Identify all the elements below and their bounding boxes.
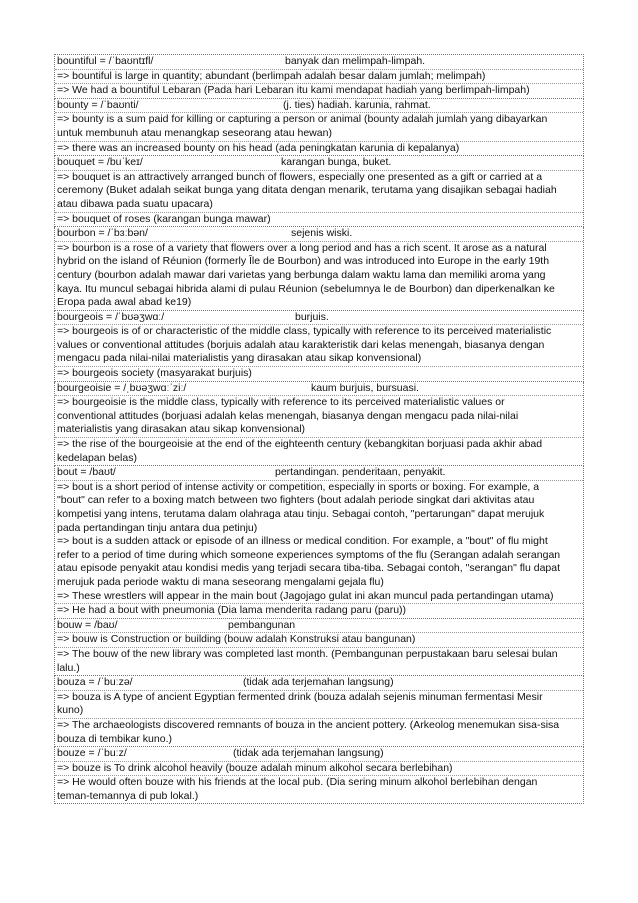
definition-line: atau episode penyakit atau kondisi medis yang terjadi secara tiba-tiba. Sebagai contoh, "serangan" flu dapat <box>57 562 561 575</box>
headword: bounty = /ˈbaʊnti/ <box>57 98 139 111</box>
translation: (tidak ada terjemahan langsung) <box>233 747 384 760</box>
headword: bout = /baʊt/ <box>57 466 116 479</box>
entry-header <box>55 676 583 691</box>
headword: bouza = /ˈbuːzə/ <box>57 676 133 689</box>
entry-header <box>55 311 583 326</box>
definition-line: => bouw is Construction or building (bouw adalah Konstruksi atau bangunan) <box>57 633 416 646</box>
entry-header <box>55 619 583 634</box>
entry-header <box>55 156 583 171</box>
definition-line: hybrid on the island of Réunion (formerly Île de Bourbon) and was introduced into Europe in the early 19th <box>57 255 550 268</box>
definition-line: Eropa pada awal abad ke19) <box>57 296 192 309</box>
definition-block <box>55 142 583 156</box>
definition-block <box>55 691 583 719</box>
translation: pembangunan <box>228 618 296 631</box>
definition-line: merujuk pada periode waktu di mana seseorang mengalami gejala flu) <box>57 575 384 588</box>
translation: sejenis wiski. <box>291 227 353 240</box>
entry-header <box>55 466 583 481</box>
definition-block <box>55 242 583 310</box>
definition-block <box>55 84 583 98</box>
definition-block <box>55 171 583 213</box>
definition-line: => bourgeois is of or characteristic of the middle class, typically with reference to its perceived materialistic <box>57 325 552 338</box>
dictionary-entry <box>54 99 584 156</box>
translation: pertandingan. penderitaan, penyakit. <box>275 466 446 479</box>
entry-header <box>55 99 583 114</box>
definition-line: => bout is a sudden attack or episode of an illness or medical condition. For example, a "bout" of flu might <box>57 535 548 548</box>
definition-line: lalu.) <box>57 661 80 674</box>
entry-header <box>55 227 583 242</box>
translation: banyak dan melimpah-limpah. <box>285 55 426 67</box>
definition-block <box>55 113 583 141</box>
definition-line: => bounty is a sum paid for killing or capturing a person or animal (bounty adalah jumlah yang dibayarkan <box>57 113 548 126</box>
definition-line: conventional attitudes (borjuasi adalah kelas menengah, biasanya dengan mengacu pada nilai-nilai <box>57 409 519 422</box>
translation: burjuis. <box>295 310 329 323</box>
definition-line: kompetisi yang intens, terutama dalam olahraga atau tinju. Sebagai contoh, "pertarungan" dapat merujuk <box>57 508 545 520</box>
definition-line: => bourbon is a rose of a variety that flowers over a long period and has a rich scent. It arose as a natural <box>57 241 547 254</box>
definition-line: => bountiful is large in quantity; abundant (berlimpah adalah besar dalam jumlah; melimpah) <box>57 69 486 82</box>
entry-header <box>55 55 583 70</box>
definition-line: => The bouw of the new library was completed last month. (Pembangunan perpustakaan baru selesai bulan <box>57 647 558 660</box>
definition-line: => the rise of the bourgeoisie at the end of the eighteenth century (kebangkitan borjuasi pada akhir abad <box>57 438 543 451</box>
definition-line: => bourgeoisie is the middle class, typically with reference to its perceived materialistic values or <box>57 396 505 409</box>
definition-block <box>55 70 583 85</box>
definition-line: teman-temannya di pub lokal.) <box>57 789 199 802</box>
definition-block <box>55 776 583 803</box>
dictionary-entry <box>54 54 584 99</box>
definition-line: kedelapan belas) <box>57 451 137 464</box>
definition-block <box>55 648 583 675</box>
translation: (tidak ada terjemahan langsung) <box>243 676 394 689</box>
definition-line: kuno) <box>57 704 84 717</box>
headword: bountiful = /ˈbaʊntɪfl/ <box>57 55 154 67</box>
definition-line: pada pertandingan tinju antara dua petinju) <box>57 521 258 534</box>
headword: bouze = /ˈbuːz/ <box>57 747 127 760</box>
definition-line: materialistis yang dirasakan atau sikap konvensional) <box>57 423 306 436</box>
headword: bourgeoisie = /ˌbʊəʒwɑːˈziː/ <box>57 381 187 394</box>
definition-line: => We had a bountiful Lebaran (Pada hari Lebaran itu kami mendapat hadiah yang berlimpah-limpah) <box>57 84 530 97</box>
definition-line: => bouquet of roses (karangan bunga mawar) <box>57 212 271 225</box>
definition-line: => there was an increased bounty on his head (ada peningkatan karunia di kepalanya) <box>57 141 460 154</box>
definition-block <box>55 481 583 604</box>
definition-line: "bout" can refer to a boxing match between two fighters (bout adalah periode singkat dari aktivitas atau <box>57 494 535 507</box>
headword: bouw = /baʊ/ <box>57 618 118 631</box>
entry-header <box>55 747 583 762</box>
dictionary-page <box>54 54 584 804</box>
definition-line: values or conventional attitudes (borjuis adalah atau karakteristik dari kelas menengah, biasanya dengan <box>57 338 545 351</box>
dictionary-entry <box>54 466 584 619</box>
definition-block <box>55 396 583 438</box>
definition-line: => bout is a short period of intense activity or competition, especially in sports or boxing. For example, a <box>57 480 540 493</box>
definition-line: => bouze is To drink alcohol heavily (bouze adalah minum alkohol secara berlebihan) <box>57 761 453 774</box>
definition-block <box>55 719 583 746</box>
definition-block <box>55 633 583 648</box>
dictionary-entry <box>54 156 584 227</box>
dictionary-entry <box>54 747 584 804</box>
definition-line: bouza di tembikar kuno.) <box>57 732 172 745</box>
definition-line: ceremony (Buket adalah seikat bunga yang ditata dengan menarik, terutama yang disajikan sebagai hadiah <box>57 184 557 197</box>
dictionary-entry <box>54 311 584 382</box>
definition-line: => He would often bouze with his friends at the local pub. (Dia sering minum alkohol berlebihan dengan <box>57 776 538 789</box>
definition-line: century (bourbon adalah mawar dari varietas yang berbunga dalam waktu lama dan memiliki aroma yang <box>57 268 546 281</box>
definition-line: => bouquet is an attractively arranged bunch of flowers, especially one presented as a gift or carried at a <box>57 170 543 183</box>
definition-block <box>55 213 583 227</box>
definition-block <box>55 604 583 618</box>
dictionary-entry <box>54 382 584 467</box>
entry-header <box>55 382 583 397</box>
definition-line: => The archaeologists discovered remnants of bouza in the ancient pottery. (Arkeolog menemukan sisa-sisa <box>57 718 560 731</box>
definition-line: refer to a period of time during which someone experiences symptoms of the flu (Serangan adalah serangan <box>57 548 561 561</box>
definition-line: => bourgeois society (masyarakat burjuis) <box>57 367 252 380</box>
definition-block <box>55 762 583 777</box>
dictionary-entry <box>54 676 584 747</box>
definition-line: => bouza is A type of ancient Egyptian fermented drink (bouza adalah sejenis minuman fermentasi Mesir <box>57 690 543 703</box>
definition-line: => These wrestlers will appear in the main bout (Jagojago gulat ini akan muncul pada pertandingan utama) <box>57 589 554 602</box>
definition-line: atau dibawa pada suatu upacara) <box>57 197 213 210</box>
definition-block <box>55 367 583 381</box>
translation: karangan bunga, buket. <box>281 156 392 169</box>
definition-line: untuk membunuh atau menangkap seseorang atau hewan) <box>57 126 332 139</box>
definition-block <box>55 438 583 465</box>
definition-line: kaya. Itu muncul sebagai hibrida alami di pulau Réunion (sebelumnya le de Bourbon) dan diperkenalkan ke <box>57 282 555 295</box>
definition-block <box>55 325 583 367</box>
headword: bourgeois = /ˈbʊəʒwɑː/ <box>57 310 165 323</box>
headword: bourbon = /ˈbɜːbən/ <box>57 227 148 240</box>
dictionary-entry <box>54 227 584 311</box>
definition-line: mengacu pada nilai-nilai materialistis yang dirasakan atau sikap konvensional) <box>57 352 422 365</box>
translation: (j. ties) hadiah. karunia, rahmat. <box>283 98 431 111</box>
translation: kaum burjuis, bursuasi. <box>311 381 419 394</box>
headword: bouquet = /buˈkeɪ/ <box>57 156 143 169</box>
dictionary-entry <box>54 619 584 676</box>
definition-line: => He had a bout with pneumonia (Dia lama menderita radang paru (paru)) <box>57 604 407 617</box>
